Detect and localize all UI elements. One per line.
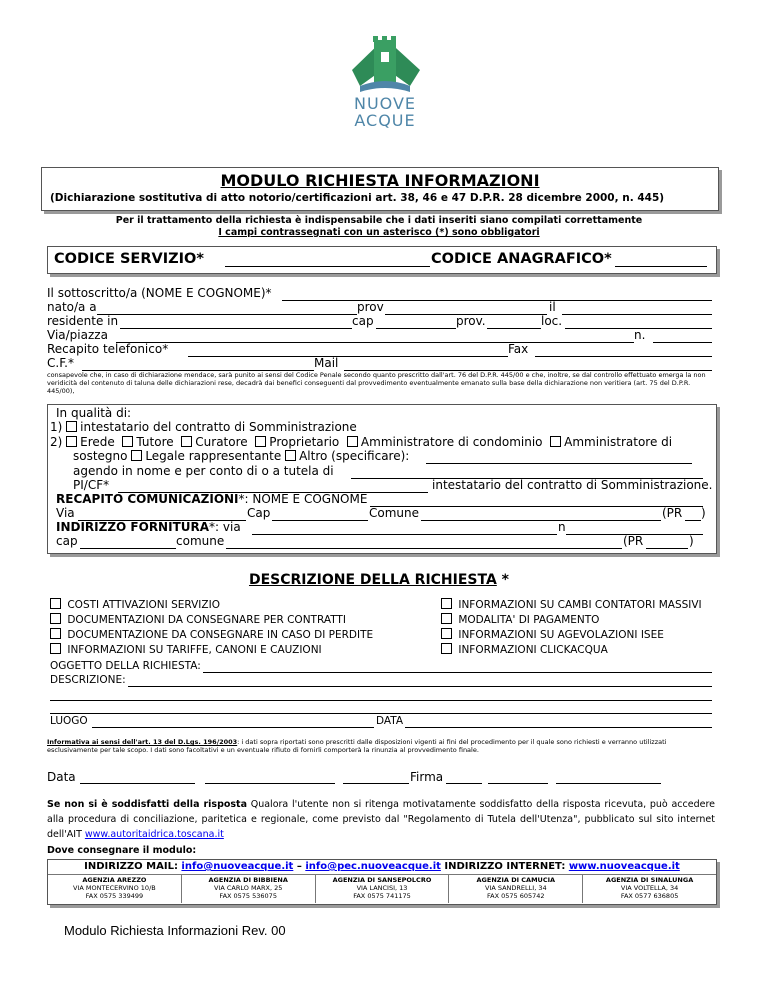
- checkbox-tutore[interactable]: [122, 436, 133, 447]
- qualita-opt1: 1) intestatario del contratto di Somministrazione: [50, 420, 357, 434]
- checkbox[interactable]: [66, 421, 77, 432]
- descrizione-label: DESCRIZIONE:: [50, 674, 126, 686]
- picf-label: PI/CF*: [73, 478, 110, 492]
- recapito-cap-label: Cap: [247, 506, 271, 520]
- option-left-4[interactable]: INFORMAZIONI SU TARIFFE, CANONI E CAUZIONI: [50, 643, 322, 656]
- cap-field[interactable]: [376, 328, 456, 329]
- qualita-box: [47, 404, 717, 554]
- option-right-2[interactable]: MODALITA' DI PAGAMENTO: [441, 613, 599, 626]
- mail-link-1[interactable]: info@nuoveacque.it: [181, 861, 294, 872]
- codes-box: [47, 246, 717, 274]
- contacts-mail-row: INDIRIZZO MAIL: info@nuoveacque.it – info@pec.nuoveacque.it INDIRIZZO INTERNET: www.nuoveacque.it: [84, 861, 680, 872]
- address-field[interactable]: [116, 342, 634, 343]
- agencies-row: [48, 874, 716, 903]
- luogo-label: LUOGO: [50, 715, 88, 727]
- fornitura-label: INDIRIZZO FORNITURA*: via: [56, 520, 241, 534]
- recapito-pr-label: (PR: [662, 506, 683, 520]
- fornitura-cap-label: cap: [56, 534, 78, 548]
- agency-cell: AGENZIA DI BIBBIENA VIA CARLO MARX, 25 FAX 0575 536075: [182, 875, 316, 903]
- checkbox-erede[interactable]: [66, 436, 77, 447]
- checkbox-curatore[interactable]: [181, 436, 192, 447]
- fornitura-cap-field[interactable]: [80, 548, 176, 549]
- telefono-label: Recapito telefonico*: [47, 342, 169, 356]
- complaint-notice: Se non si è soddisfatti della risposta Qualora l'utente non si ritenga motivatamente soddisfatto della risposta ricevuta, può accedere alla procedura di conciliazione, paritetica e regionale, come previsto dal "Regolamento di Tutela dell'Utenza", pubblicato sul sito internet dell'AIT www.autoritaidrica.toscana.it: [47, 799, 715, 840]
- recapito-pr-field[interactable]: [685, 520, 701, 521]
- codice-servizio-label: CODICE SERVIZIO*: [54, 251, 204, 267]
- fornitura-pr-field[interactable]: [646, 548, 688, 549]
- intestatario-label: intestatario del contratto di Somministrazione.: [432, 478, 713, 492]
- fornitura-comune-field[interactable]: [226, 548, 622, 549]
- loc-label: loc.: [541, 314, 563, 328]
- recapito-comune-label: Comune: [369, 506, 420, 520]
- data-bottom-field[interactable]: [80, 783, 195, 784]
- firma-field-2[interactable]: [488, 783, 548, 784]
- website-link[interactable]: www.nuoveacque.it: [568, 861, 680, 872]
- birthdate-field[interactable]: [562, 314, 712, 315]
- oggetto-label: OGGETTO DELLA RICHIESTA:: [50, 660, 201, 672]
- oggetto-field[interactable]: [203, 672, 712, 673]
- footer-revision: Modulo Richiesta Informazioni Rev. 00: [64, 923, 286, 938]
- option-right-1[interactable]: INFORMAZIONI SU CAMBI CONTATORI MASSIVI: [441, 598, 702, 611]
- data-label: DATA: [376, 715, 404, 727]
- form-subtitle: (Dichiarazione sostitutiva di atto notorio/certificazioni art. 38, 46 e 47 D.P.R. 28 dicembre 2000, n. 445): [50, 192, 665, 204]
- option-right-3[interactable]: INFORMAZIONI SU AGEVOLAZIONI ISEE: [441, 628, 664, 641]
- paren-close: ): [701, 506, 706, 520]
- agendo-label: agendo in nome e per conto di o a tutela di: [73, 464, 334, 478]
- ait-link[interactable]: www.autoritaidrica.toscana.it: [84, 829, 224, 840]
- checkbox-altro[interactable]: [285, 450, 296, 461]
- codice-anagrafico-field[interactable]: [615, 266, 707, 267]
- phone-field[interactable]: [188, 356, 508, 357]
- mail-label: Mail: [314, 356, 339, 370]
- qualita-header: In qualità di:: [56, 406, 132, 420]
- agency-cell: AGENZIA DI SANSEPOLCRO VIA LANCISI, 13 FAX 0575 741175: [316, 875, 450, 903]
- il-label: il: [549, 300, 556, 314]
- residente-label: residente in: [47, 314, 119, 328]
- checkbox-proprietario[interactable]: [255, 436, 266, 447]
- option-left-2[interactable]: DOCUMENTAZIONI DA CONSEGNARE PER CONTRATTI: [50, 613, 346, 626]
- contacts-table: [47, 859, 717, 905]
- fax-field[interactable]: [535, 356, 712, 357]
- via-label: Via/piazza: [47, 328, 108, 342]
- house-number-field[interactable]: [653, 342, 712, 343]
- fornitura-via-field[interactable]: [252, 534, 557, 535]
- recapito-label: RECAPITO COMUNICAZIONI*: NOME E COGNOME: [56, 492, 368, 506]
- residence-field[interactable]: [120, 328, 352, 329]
- title-box: [41, 167, 719, 211]
- altro-field[interactable]: [426, 463, 692, 464]
- firma-label: Firma: [410, 770, 444, 784]
- qualita-opt2: 2) Erede Tutore Curatore Proprietario Amministratore di condominio Amministratore di: [50, 435, 673, 449]
- legal-disclaimer: consapevole che, in caso di dichiarazione mendace, sarà punito ai sensi del Codice Penale secondo quanto prescritto dall'art. 76 del D.P.R. 445/00 e che, inoltre, se dal controllo effettuato emerga la non veridicità del contenuto di taluna delle dichiarazioni rese, decadrà dai benefici conseguenti dal provvedimento eventualmente emanato sulla base della dichiarazione non veritiera (art. 75 del D.P.R. 445/00),: [47, 371, 706, 395]
- logo-text: NUOVE ACQUE: [353, 94, 417, 130]
- cap-label: cap: [352, 314, 374, 328]
- data-field[interactable]: [405, 727, 712, 728]
- agency-cell: AGENZIA DI SINALUNGA VIA VOLTELLA, 34 FAX 0577 636805: [605, 876, 694, 900]
- qualita-opt2-line2: sostegno Legale rappresentante Altro (specificare):: [73, 449, 410, 463]
- recapito-cap-field[interactable]: [272, 520, 368, 521]
- descrizione-title: DESCRIZIONE DELLA RICHIESTA *: [248, 572, 510, 588]
- agency-cell: AGENZIA DI CAMUCIA VIA SANDRELLI, 34 FAX 0575 605742: [449, 875, 583, 903]
- form-title: MODULO RICHIESTA INFORMAZIONI: [220, 171, 540, 190]
- luogo-field[interactable]: [92, 727, 374, 728]
- firma-field-1[interactable]: [446, 783, 482, 784]
- checkbox-legale[interactable]: [131, 450, 142, 461]
- n-label: n.: [634, 328, 646, 342]
- prov-label: prov: [357, 300, 384, 314]
- row-nato: nato/a a: [47, 300, 97, 314]
- row-sottoscritto: Il sottoscritto/a (NOME E COGNOME)*: [47, 286, 272, 300]
- mail-link-2[interactable]: info@pec.nuoveacque.it: [305, 861, 441, 872]
- paren-close-2: ): [689, 534, 694, 548]
- option-right-4[interactable]: INFORMAZIONI CLICKACQUA: [441, 643, 608, 656]
- agency-cell: AGENZIA AREZZO VIA MONTECERVINO 10/B FAX 0575 339499: [48, 875, 182, 903]
- fornitura-pr-label: (PR: [623, 534, 644, 548]
- prov-field[interactable]: [487, 328, 541, 329]
- option-left-3[interactable]: DOCUMENTAZIONE DA CONSEGNARE IN CASO DI PERDITE: [50, 628, 373, 641]
- name-field[interactable]: [282, 300, 712, 301]
- firma-field-3[interactable]: [556, 783, 661, 784]
- descrizione-field-2[interactable]: [50, 700, 712, 701]
- fornitura-comune-label: comune: [176, 534, 225, 548]
- delivery-header: Dove consegnare il modulo:: [47, 845, 197, 856]
- codice-anagrafico-label: CODICE ANAGRAFICO*: [431, 251, 612, 267]
- privacy-notice: Informativa ai sensi dell'art. 13 del D.Lgs. 196/2003: i dati sopra riportati sono prescritti dalle disposizioni vigenti ai fini del procedimento per il quale sono richiesti e verranno utilizzati esclusivamente per tale scopo. I dati sono facoltativi e un eventuale rifiuto di fornirli comporterà la rinunzia al provvedimento finale.: [47, 738, 667, 754]
- mandatory-notice: Per il trattamento della richiesta è indispensabile che i dati inseriti siano compilati correttamente I campi contrassegnati con un asterisco (*) sono obbligatori: [115, 215, 643, 238]
- birthplace-field[interactable]: [97, 314, 357, 315]
- checkbox-amm-condominio[interactable]: [347, 436, 358, 447]
- cf-label: C.F.*: [47, 356, 74, 370]
- prov2-label: prov.: [456, 314, 486, 328]
- fornitura-n-label: n: [558, 520, 566, 534]
- fax-label: Fax: [508, 342, 529, 356]
- data-bottom-field-3[interactable]: [343, 783, 409, 784]
- option-left-1[interactable]: COSTI ATTIVAZIONI SERVIZIO: [50, 598, 220, 611]
- recapito-via-label: Via: [56, 506, 75, 520]
- descrizione-field-1[interactable]: [128, 686, 712, 687]
- recapito-comune-field[interactable]: [421, 520, 661, 521]
- data-label-bottom: Data: [47, 770, 76, 784]
- checkbox-amm-sostegno[interactable]: [550, 436, 561, 447]
- descrizione-field-3[interactable]: [50, 713, 712, 714]
- data-bottom-field-2[interactable]: [205, 783, 335, 784]
- codice-servizio-field[interactable]: [225, 266, 430, 267]
- recapito-name-field[interactable]: [370, 506, 703, 507]
